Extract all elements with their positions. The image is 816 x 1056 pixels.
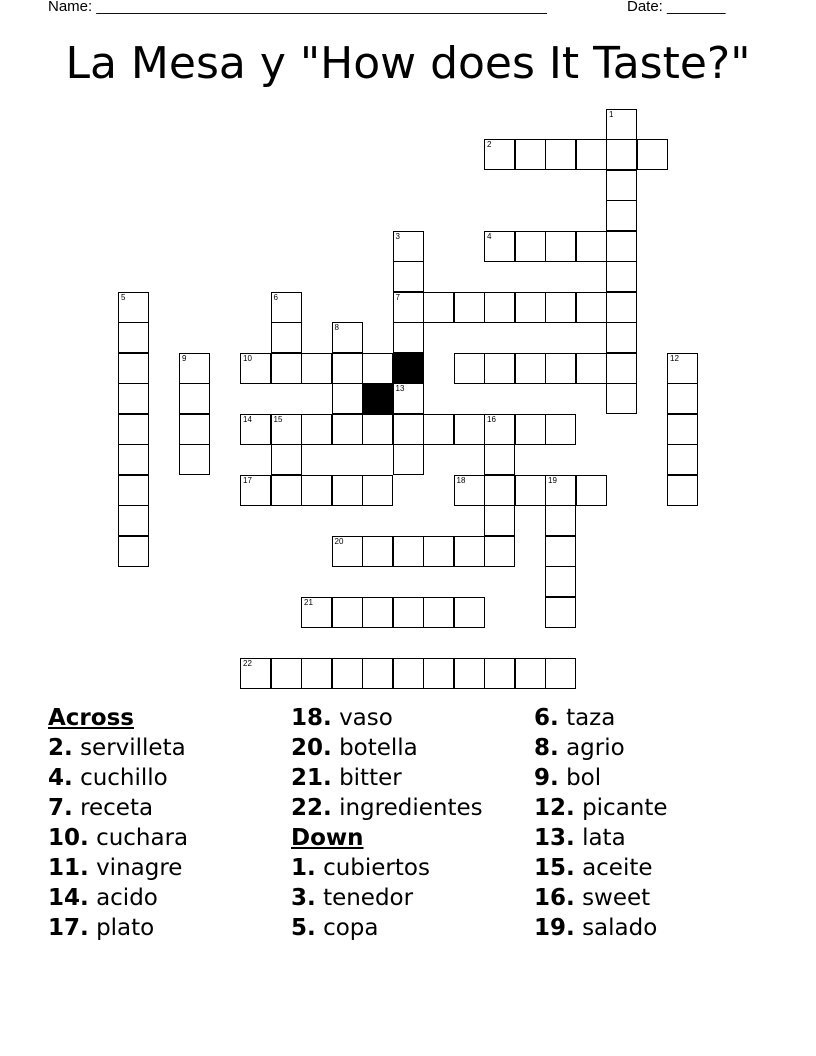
grid-cell[interactable]: [576, 475, 607, 506]
grid-cell[interactable]: [454, 658, 485, 689]
clue-item-text: sweet: [582, 885, 651, 911]
grid-cell[interactable]: [576, 353, 607, 384]
grid-cell[interactable]: [423, 536, 454, 567]
clue-item-text: tenedor: [323, 885, 414, 911]
clue-item: [291, 733, 483, 763]
clue-number: 18: [456, 475, 466, 485]
grid-cell[interactable]: [301, 353, 332, 384]
grid-cell[interactable]: [667, 475, 698, 506]
grid-cell[interactable]: [332, 475, 363, 506]
grid-cell[interactable]: [545, 231, 576, 262]
clue-number: 7: [395, 292, 400, 302]
clue-item: [291, 913, 483, 943]
clue-item-number: 17.: [48, 915, 89, 941]
grid-cell[interactable]: [301, 475, 332, 506]
clue-item-number: 19.: [534, 915, 575, 941]
grid-cell[interactable]: [484, 536, 515, 567]
clue-item-text: aceite: [582, 855, 653, 881]
clue-item-number: 6.: [534, 705, 559, 731]
grid-cell[interactable]: [393, 597, 424, 628]
grid-cell[interactable]: [332, 353, 363, 384]
clue-item: [534, 853, 668, 883]
grid-cell[interactable]: [240, 475, 271, 506]
grid-cell[interactable]: [393, 231, 424, 262]
grid-cell[interactable]: [606, 200, 637, 231]
clue-item-text: botella: [339, 735, 418, 761]
clue-item-number: 11.: [48, 855, 89, 881]
grid-cell[interactable]: [606, 109, 637, 140]
clue-item: [534, 883, 668, 913]
clue-item: [291, 853, 483, 883]
clue-item-text: salado: [582, 915, 658, 941]
clue-item-text: copa: [323, 915, 379, 941]
clue-item-text: cuchara: [96, 825, 189, 851]
grid-cell[interactable]: [484, 353, 515, 384]
grid-cell[interactable]: [515, 231, 546, 262]
clue-number: 6: [273, 292, 278, 302]
grid-cell[interactable]: [545, 292, 576, 323]
grid-cell[interactable]: [454, 414, 485, 445]
grid-cell[interactable]: [271, 414, 302, 445]
grid-cell[interactable]: [454, 353, 485, 384]
grid-cell[interactable]: [393, 536, 424, 567]
clue-item: [291, 703, 483, 733]
grid-cell[interactable]: [545, 566, 576, 597]
clue-item-number: 14.: [48, 885, 89, 911]
clue-number: 19: [548, 475, 557, 485]
grid-cell[interactable]: [545, 475, 576, 506]
grid-cell[interactable]: [545, 597, 576, 628]
grid-cell[interactable]: [484, 505, 515, 536]
clue-item: [534, 913, 668, 943]
clue-item-number: 13.: [534, 825, 575, 851]
name-field[interactable]: Name: ______________________________________________________: [48, 0, 547, 15]
grid-cell[interactable]: [332, 536, 363, 567]
clue-number: 20: [334, 536, 344, 546]
clue-number: 3: [395, 231, 400, 241]
grid-cell[interactable]: [515, 292, 546, 323]
black-square: [362, 383, 393, 414]
clue-item-number: 8.: [534, 735, 559, 761]
clue-item-number: 21.: [291, 765, 332, 791]
grid-cell[interactable]: [606, 231, 637, 262]
clue-number: 21: [304, 597, 313, 607]
grid-cell[interactable]: [393, 261, 424, 292]
grid-cell[interactable]: [454, 536, 485, 567]
clue-item-text: taza: [566, 705, 616, 731]
grid-cell[interactable]: [271, 658, 302, 689]
grid-cell[interactable]: [515, 658, 546, 689]
grid-cell[interactable]: [118, 292, 149, 323]
clue-item: [291, 793, 483, 823]
grid-cell[interactable]: [118, 383, 149, 414]
grid-cell[interactable]: [484, 414, 515, 445]
grid-cell[interactable]: [606, 139, 637, 170]
clue-column-2: [291, 703, 483, 943]
clue-heading-across: Across: [48, 705, 134, 731]
clue-item: [48, 823, 188, 853]
grid-cell[interactable]: [118, 353, 149, 384]
clue-item-number: 22.: [291, 795, 332, 821]
grid-cell[interactable]: [667, 383, 698, 414]
grid-cell[interactable]: [484, 139, 515, 170]
grid-cell[interactable]: [454, 597, 485, 628]
grid-cell[interactable]: [362, 414, 393, 445]
grid-cell[interactable]: [515, 139, 546, 170]
grid-cell[interactable]: [545, 414, 576, 445]
clue-item-text: vaso: [339, 705, 393, 731]
grid-cell[interactable]: [606, 322, 637, 353]
clue-item-number: 9.: [534, 765, 559, 791]
grid-cell[interactable]: [301, 658, 332, 689]
grid-cell[interactable]: [271, 475, 302, 506]
grid-cell[interactable]: [332, 383, 363, 414]
grid-cell[interactable]: [362, 597, 393, 628]
clue-number: 10: [243, 353, 252, 363]
grid-cell[interactable]: [667, 414, 698, 445]
grid-cell[interactable]: [423, 292, 454, 323]
clue-item-number: 10.: [48, 825, 89, 851]
clue-item-text: bol: [566, 765, 602, 791]
clue-column-1: [48, 703, 188, 943]
grid-cell[interactable]: [606, 261, 637, 292]
grid-cell[interactable]: [240, 353, 271, 384]
clue-item-number: 18.: [291, 705, 332, 731]
grid-cell[interactable]: [332, 658, 363, 689]
grid-cell[interactable]: [484, 475, 515, 506]
grid-cell[interactable]: [393, 322, 424, 353]
grid-cell[interactable]: [271, 444, 302, 475]
clue-item: [291, 763, 483, 793]
grid-cell[interactable]: [545, 505, 576, 536]
clue-item-number: 12.: [534, 795, 575, 821]
clue-item-text: bitter: [339, 765, 402, 791]
grid-cell[interactable]: [179, 353, 210, 384]
clue-item: [48, 763, 188, 793]
grid-cell[interactable]: [332, 322, 363, 353]
clue-number: 2: [487, 140, 492, 149]
grid-cell[interactable]: [423, 658, 454, 689]
grid-cell[interactable]: [606, 292, 637, 323]
grid-cell[interactable]: [576, 231, 607, 262]
grid-cell[interactable]: [362, 658, 393, 689]
clue-item: [291, 883, 483, 913]
grid-cell[interactable]: [271, 322, 302, 353]
clue-item-number: 15.: [534, 855, 575, 881]
clue-item: [48, 793, 188, 823]
clue-item-number: 3.: [291, 885, 316, 911]
date-field[interactable]: Date: _______: [627, 0, 726, 15]
clue-number: 8: [334, 323, 339, 332]
grid-cell[interactable]: [423, 597, 454, 628]
clue-item-number: 1.: [291, 855, 316, 881]
grid-cell[interactable]: [301, 414, 332, 445]
clue-item-text: vinagre: [96, 855, 183, 881]
grid-cell[interactable]: [393, 292, 424, 323]
grid-cell[interactable]: [545, 536, 576, 567]
grid-cell[interactable]: [240, 414, 271, 445]
clue-item: [534, 763, 668, 793]
clue-item-text: agrio: [566, 735, 625, 761]
grid-cell[interactable]: [271, 292, 302, 323]
grid-cell[interactable]: [301, 597, 332, 628]
black-square: [393, 353, 424, 384]
clue-item-text: picante: [582, 795, 668, 821]
grid-cell[interactable]: [576, 139, 607, 170]
grid-cell[interactable]: [423, 414, 454, 445]
clue-item: [534, 793, 668, 823]
grid-cell[interactable]: [515, 475, 546, 506]
grid-cell[interactable]: [179, 444, 210, 475]
grid-cell[interactable]: [118, 536, 149, 567]
clue-item-number: 2.: [48, 735, 73, 761]
grid-cell[interactable]: [667, 444, 698, 475]
clue-column-3: [534, 703, 668, 943]
grid-cell[interactable]: [606, 170, 637, 201]
grid-cell[interactable]: [179, 414, 210, 445]
clue-item-text: cubiertos: [323, 855, 430, 881]
grid-cell[interactable]: [393, 383, 424, 414]
grid-cell[interactable]: [545, 658, 576, 689]
grid-cell[interactable]: [606, 383, 637, 414]
grid-cell[interactable]: [118, 475, 149, 506]
grid-cell[interactable]: [393, 414, 424, 445]
clue-item: [534, 823, 668, 853]
grid-cell[interactable]: [393, 444, 424, 475]
clue-item-number: 20.: [291, 735, 332, 761]
grid-cell[interactable]: [576, 292, 607, 323]
grid-cell[interactable]: [484, 444, 515, 475]
grid-cell[interactable]: [118, 322, 149, 353]
grid-cell[interactable]: [515, 414, 546, 445]
grid-cell[interactable]: [606, 353, 637, 384]
grid-cell[interactable]: [484, 231, 515, 262]
grid-cell[interactable]: [637, 139, 668, 170]
clue-item-text: servilleta: [80, 735, 186, 761]
grid-cell[interactable]: [454, 475, 485, 506]
clue-number: 15: [273, 414, 283, 424]
clue-number: 14: [243, 414, 252, 424]
grid-cell[interactable]: [362, 475, 393, 506]
clue-number: 17: [243, 475, 252, 485]
grid-cell[interactable]: [484, 292, 515, 323]
grid-cell[interactable]: [484, 658, 515, 689]
grid-cell[interactable]: [362, 536, 393, 567]
clue-number: 1: [609, 109, 614, 119]
grid-cell[interactable]: [667, 353, 698, 384]
clue-item-number: 4.: [48, 765, 73, 791]
clue-item-text: plato: [96, 915, 155, 941]
clue-item-number: 7.: [48, 795, 73, 821]
clue-number: 4: [487, 231, 492, 241]
grid-cell[interactable]: [454, 292, 485, 323]
clue-number: 12: [670, 353, 679, 363]
grid-cell[interactable]: [332, 414, 363, 445]
clue-item-text: receta: [80, 795, 154, 821]
clue-item-number: 16.: [534, 885, 575, 911]
clue-item: [48, 913, 188, 943]
clue-item: [48, 853, 188, 883]
grid-cell[interactable]: [545, 353, 576, 384]
grid-cell[interactable]: [118, 414, 149, 445]
clue-number: 9: [182, 353, 187, 363]
clue-item-number: 5.: [291, 915, 316, 941]
grid-cell[interactable]: [271, 353, 302, 384]
grid-cell[interactable]: [393, 658, 424, 689]
grid-cell[interactable]: [240, 658, 271, 689]
clue-item-text: lata: [582, 825, 626, 851]
clue-number: 16: [487, 414, 496, 424]
clue-item: [534, 703, 668, 733]
clue-item-text: ingredientes: [339, 795, 483, 821]
clue-number: 5: [121, 292, 126, 302]
page-title: La Mesa y "How does It Taste?": [65, 38, 751, 89]
clue-number: 22: [243, 658, 252, 668]
grid-cell[interactable]: [118, 505, 149, 536]
grid-cell[interactable]: [332, 597, 363, 628]
clue-item: [48, 883, 188, 913]
grid-cell[interactable]: [179, 383, 210, 414]
grid-cell[interactable]: [515, 353, 546, 384]
grid-cell[interactable]: [545, 139, 576, 170]
grid-cell[interactable]: [118, 444, 149, 475]
grid-cell[interactable]: [362, 353, 393, 384]
clue-heading-down: Down: [291, 825, 364, 851]
clue-number: 13: [395, 384, 405, 393]
clue-item-text: acido: [96, 885, 158, 911]
clue-item: [48, 733, 188, 763]
clue-item: [534, 733, 668, 763]
clue-item-text: cuchillo: [80, 765, 168, 791]
